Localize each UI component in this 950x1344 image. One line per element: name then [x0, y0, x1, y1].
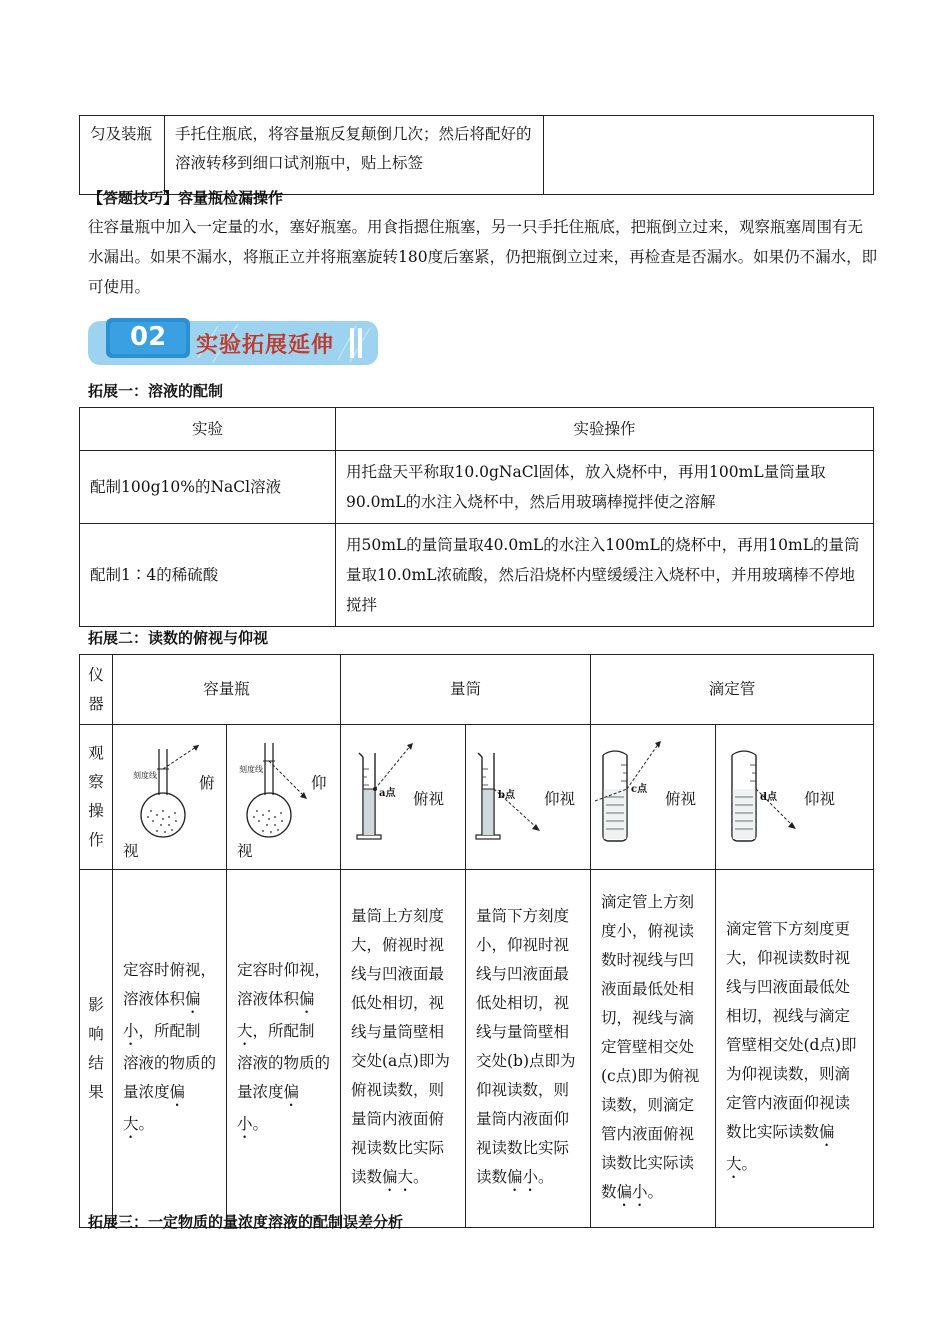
result-text: ，所配制溶液的物质的量浓度	[123, 1021, 217, 1101]
diagram-burette-down	[591, 725, 716, 870]
result-cell	[227, 870, 341, 1228]
diagram-flask-up	[227, 725, 341, 870]
result-text: 。	[138, 1114, 155, 1133]
emphasis-text: 偏大	[237, 989, 315, 1040]
instrument-measuring-cylinder: 量筒	[341, 655, 591, 725]
result-text: 。	[647, 1182, 664, 1201]
diagram-burette-up	[716, 725, 874, 870]
result-text: 量筒上方刻度大，俯视时视线与凹液面最低处相切，视线与量筒壁相交处(a点)即为俯视读数，则量筒内液面俯视读数比实际读数	[351, 907, 450, 1186]
result-text: 定容时仰视，溶液体积	[237, 960, 331, 1008]
header-op: 实验操作	[336, 408, 874, 451]
result-text: 滴定管下方刻度更大，仰视读数时视线与凹液面最低处相切，视线与滴定管壁相交处(d点)即为仰视读数，则滴定管内液面仰视读数比实际读数	[726, 920, 857, 1141]
emphasis-text: 偏大	[726, 1123, 835, 1173]
table-row	[80, 655, 874, 725]
result-text: 。	[252, 1114, 269, 1133]
top-table	[79, 115, 874, 195]
burette-icon	[716, 725, 862, 870]
view-label: 俯视	[413, 790, 445, 808]
diagram-cylinder-down	[341, 725, 466, 870]
table-row	[80, 408, 874, 451]
instrument-volumetric-flask: 容量瓶	[113, 655, 341, 725]
result-text: ，所配制溶液的物质的量浓度	[237, 1021, 331, 1101]
ext3-heading: 拓展三：一定物质的量浓度溶液的配制误差分析	[88, 1213, 404, 1231]
result-cell	[466, 870, 591, 1228]
result-text: 。	[538, 1168, 554, 1186]
result-text: 。	[413, 1168, 429, 1186]
result-text: 滴定管上方刻度小，俯视读数时视线与凹液面最低处相切，视线与滴定管壁相交处(c点)即为俯视读数，则滴定管内液面俯视读数比实际读数	[601, 892, 700, 1201]
row-label-observe: 观察操作	[80, 725, 113, 870]
header-exp: 实验	[80, 408, 336, 451]
row-label-instrument: 仪器	[80, 655, 113, 725]
point-c-label: c点	[631, 784, 648, 795]
operation-cell: 手托住瓶底，将容量瓶反复颠倒几次；然后将配好的溶液转移到细口试剂瓶中，贴上标签	[165, 116, 544, 195]
point-a-label: a点	[379, 788, 396, 799]
table-row	[80, 451, 874, 524]
emphasis-text: 偏小	[616, 1182, 648, 1201]
table-row	[80, 725, 874, 870]
instrument-burette: 滴定管	[591, 655, 874, 725]
exp-cell: 配制100g10%的NaCl溶液	[80, 451, 336, 524]
measuring-cylinder-icon	[341, 725, 465, 870]
view-label-1: 俯	[199, 774, 215, 792]
exp-cell: 配制1∶4的稀硫酸	[80, 524, 336, 627]
tip-heading: 【答题技巧】容量瓶检漏操作	[88, 189, 284, 207]
emphasis-text: 偏大	[123, 1082, 186, 1133]
result-cell	[591, 870, 716, 1228]
result-cell	[716, 870, 874, 1228]
emphasis-text: 偏大	[382, 1168, 414, 1186]
burette-icon	[591, 725, 715, 870]
view-label-1: 仰	[311, 774, 327, 792]
row-label-result: 影响结果	[80, 870, 113, 1228]
banner-title: 实验拓展延伸	[196, 333, 335, 358]
view-label: 仰视	[804, 790, 836, 808]
view-label: 俯视	[665, 790, 697, 808]
result-cell	[341, 870, 466, 1228]
point-d-label: d点	[760, 792, 777, 803]
result-text: 。	[741, 1155, 758, 1173]
step-cell: 匀及装瓶	[80, 116, 165, 195]
view-label-2: 视	[237, 842, 253, 860]
table-row	[80, 116, 874, 195]
op-cell: 用50mL的量筒量取40.0mL的水注入100mL的烧杯中，再用10mL的量筒量取10.0mL浓硫酸，然后沿烧杯内壁缓缓注入烧杯中，并用玻璃棒不停地搅拌	[336, 524, 874, 627]
view-label-2: 视	[123, 842, 139, 860]
result-text: 量筒下方刻度小，仰视时视线与凹液面最低处相切，视线与量筒壁相交处(b)点即为仰视读数，则量筒内液面仰视读数比实际读数	[476, 907, 576, 1186]
result-text: 定容时俯视，溶液体积	[123, 960, 217, 1008]
emphasis-text: 偏小	[237, 1082, 300, 1133]
banner-number: 02	[130, 322, 167, 352]
diagram-flask-down	[113, 725, 227, 870]
result-cell	[113, 870, 227, 1228]
point-b-label: b点	[498, 790, 515, 801]
diagram-cylinder-up	[466, 725, 591, 870]
emphasis-text: 偏小	[507, 1168, 539, 1186]
tip-text: 往容量瓶中加入一定量的水，塞好瓶塞。用食指摁住瓶塞，另一只手托住瓶底，把瓶倒立过来，观察瓶塞周围有无水漏出。如果不漏水，将瓶正立并将瓶塞旋转180度后塞紧，仍把瓶倒立过来，再检查是否漏水。如果仍不漏水，即可使用。	[88, 218, 878, 296]
scale-line-label: 刻度线	[133, 771, 157, 780]
scale-line-label: 刻度线	[239, 765, 263, 774]
table-row	[80, 524, 874, 627]
ext1-table	[79, 407, 874, 627]
view-label: 仰视	[544, 790, 576, 808]
section-banner	[88, 318, 380, 366]
ext1-heading: 拓展一：溶液的配制	[88, 382, 224, 400]
note-cell	[544, 116, 874, 195]
ext2-table	[79, 654, 874, 1228]
emphasis-text: 偏小	[123, 989, 201, 1040]
op-cell: 用托盘天平称取10.0gNaCl固体，放入烧杯中，再用100mL量筒量取90.0mL的水注入烧杯中，然后用玻璃棒搅拌使之溶解	[336, 451, 874, 524]
table-row	[80, 870, 874, 1228]
ext2-heading: 拓展二：读数的俯视与仰视	[88, 629, 269, 647]
